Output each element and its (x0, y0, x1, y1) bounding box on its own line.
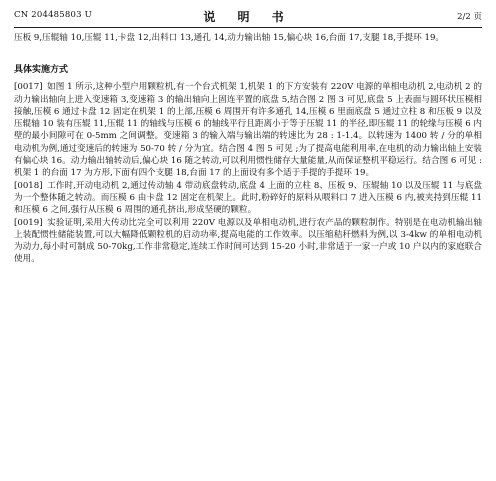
document-body (14, 32, 482, 266)
patent-number: CN 204485803 U (14, 10, 92, 20)
intro-paragraph: 压板 9,压辊轴 10,压辊 11,卡盘 12,出料口 13,通孔 14,动力输出轴 15,偏心块 16,台面 17,支腿 18,手提环 19。 (14, 33, 444, 43)
page-number: 2/2 页 (457, 12, 482, 22)
paragraph-number: [0018] (14, 180, 43, 191)
paragraph-number: [0017] (14, 82, 43, 93)
paragraph-0019 (14, 217, 482, 266)
paragraph-text: 如图 1 所示,这种小型户用颗粒机,有一个台式机架 1,机架 1 的下方安装有 220V 电源的单相电动机 2,电动机 2 的动力输出轴向上进入变速箱 3,变速箱 3 的输出轴向上固连平置的底盘 5,结合图 2 图 3 可见,底盘 5 上表面与圆环状压模相接触,压模 6 通过卡盘 12 固定在机架 1 的上部,压模 6 周围开有许多通孔 14,压模 6 里面底盘 5 通过立柱 8 和压板 9 以及压辊轴 10 装有压辊 11,压辊 11 的轴线与压模 6 的轴线平行且距离小于等于压辊 11 的半径,即压辊 11 的轮缘与压模 6 内壁的最小间隙可在 0-5mm 之间调整。变速箱 3 的输入端与输出端的转速比为 28 : 1-1.4。以转速为 1400 转 / 分的单相电动机为例,通过变速后的转速为 50-70 转 / 分为宜。结合图 4 图 5 可见 ;为了提高电能利用率,在电机的动力输出轴上安装有偏心块 16。动力输出轴转动后,偏心块 16 随之转动,可以利用惯性储存大量能量,从而保证整机平稳运行。结合图 6 可见 :机架 1 的台面 17 为方形,下面有四个支腿 18,台面 17 的上面设有多个适于手提的手提环 19。 (14, 82, 482, 179)
paragraph-text: 实验证明,采用大传动比完全可以利用 220V 电源以及单相电动机,进行农产品的颗粒制作。特别是在电动机输出轴上装配惯性储能装置,可以大幅降低颗粒机的启动功率,提高电能的工作效率。以压缩秸秆燃料为例,以 3-4kw 的单相电动机为动力,每小时可制成 50-70kg,工作非常稳定,连续工作时间可达到 15-20 小时,非常适于一家一户或 10 户以内的家庭联合使用。 (14, 217, 482, 265)
page-header (14, 8, 482, 26)
paragraph-number: [0019] (14, 217, 43, 228)
header-divider (14, 27, 482, 28)
paragraph-text: 工作时,开动电动机 2,通过传动轴 4 带动底盘转动,底盘 4 上面的立柱 8、压板 9、压辊轴 10 以及压辊 11 与底盘为一个整体随之转动。而压模 6 由卡盘 12 固定在机架上。此时,粉碎好的原料从喂料口 7 进入压模 6 内,被夹持到压辊 11 和压模 6 之间,强行从压模 6 周围的通孔挤出,形成坚硬的颗粒。 (14, 180, 482, 216)
section-heading: 具体实施方式 (14, 65, 69, 76)
document-title: 说 明 书 (203, 10, 293, 24)
paragraph-0017 (14, 81, 482, 179)
paragraph-0018 (14, 180, 482, 217)
